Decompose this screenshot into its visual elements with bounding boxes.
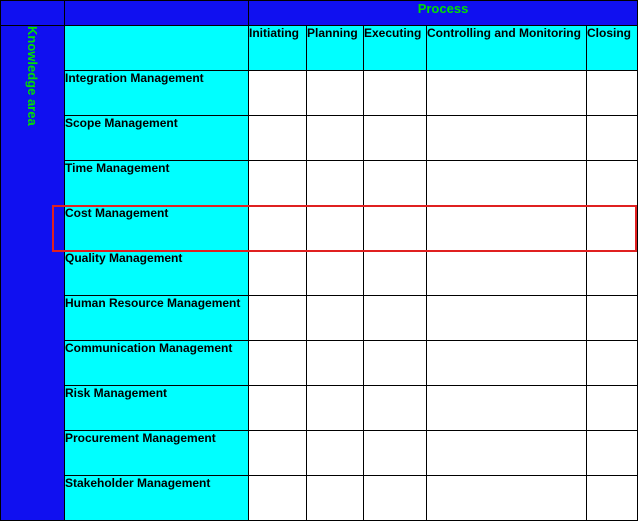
matrix-cell[interactable] bbox=[427, 116, 587, 161]
matrix-cell[interactable] bbox=[307, 476, 364, 521]
matrix-cell[interactable] bbox=[307, 386, 364, 431]
matrix-cell[interactable] bbox=[587, 251, 638, 296]
matrix-cell[interactable] bbox=[364, 161, 427, 206]
knowledge-area-label[interactable]: Communication Management bbox=[65, 341, 249, 386]
matrix-cell[interactable] bbox=[587, 386, 638, 431]
phase-closing[interactable]: Closing bbox=[587, 26, 638, 71]
knowledge-area-cell[interactable] bbox=[1, 26, 65, 521]
knowledge-area-label[interactable]: Quality Management bbox=[65, 251, 249, 296]
knowledge-area-label[interactable]: Cost Management bbox=[65, 206, 249, 251]
knowledge-area-label[interactable]: Procurement Management bbox=[65, 431, 249, 476]
matrix-cell[interactable] bbox=[307, 341, 364, 386]
table-row bbox=[1, 476, 638, 521]
table-row bbox=[1, 296, 638, 341]
phase-executing[interactable]: Executing bbox=[364, 26, 427, 71]
matrix-cell[interactable] bbox=[307, 296, 364, 341]
matrix-cell[interactable] bbox=[249, 296, 307, 341]
phase-controlling-and-monitoring[interactable]: Controlling and Monitoring bbox=[427, 26, 587, 71]
table-row bbox=[1, 386, 638, 431]
process-title[interactable]: Process bbox=[249, 1, 638, 26]
matrix-cell[interactable] bbox=[427, 431, 587, 476]
matrix-cell[interactable] bbox=[587, 296, 638, 341]
matrix-cell[interactable] bbox=[427, 386, 587, 431]
table-row bbox=[1, 431, 638, 476]
matrix-cell[interactable] bbox=[364, 71, 427, 116]
matrix-cell[interactable] bbox=[249, 251, 307, 296]
table-row-highlighted bbox=[1, 206, 638, 251]
table-row bbox=[1, 341, 638, 386]
corner-cell-2[interactable] bbox=[65, 1, 249, 26]
knowledge-area-title: Knowledge area bbox=[25, 26, 40, 126]
header-row-process bbox=[1, 1, 638, 26]
matrix-cell[interactable] bbox=[307, 431, 364, 476]
matrix-cell[interactable] bbox=[364, 386, 427, 431]
matrix-cell[interactable] bbox=[249, 116, 307, 161]
matrix-cell[interactable] bbox=[249, 431, 307, 476]
phase-planning[interactable]: Planning bbox=[307, 26, 364, 71]
matrix-cell[interactable] bbox=[307, 206, 364, 251]
matrix-cell[interactable] bbox=[249, 476, 307, 521]
matrix-cell[interactable] bbox=[307, 161, 364, 206]
matrix-cell[interactable] bbox=[427, 476, 587, 521]
matrix-cell[interactable] bbox=[249, 71, 307, 116]
knowledge-area-label[interactable]: Stakeholder Management bbox=[65, 476, 249, 521]
table-row bbox=[1, 251, 638, 296]
matrix-cell[interactable] bbox=[587, 116, 638, 161]
table-row bbox=[1, 161, 638, 206]
matrix-cell[interactable] bbox=[307, 116, 364, 161]
phase-header-blank[interactable] bbox=[65, 26, 249, 71]
header-row-phases bbox=[1, 26, 638, 71]
knowledge-area-label[interactable]: Integration Management bbox=[65, 71, 249, 116]
matrix-cell[interactable] bbox=[427, 71, 587, 116]
matrix-cell[interactable] bbox=[427, 251, 587, 296]
matrix-cell[interactable] bbox=[364, 476, 427, 521]
matrix-cell[interactable] bbox=[587, 71, 638, 116]
matrix-cell[interactable] bbox=[307, 251, 364, 296]
matrix-cell[interactable] bbox=[364, 206, 427, 251]
matrix-cell[interactable] bbox=[427, 206, 587, 251]
matrix-cell[interactable] bbox=[587, 476, 638, 521]
matrix-cell[interactable] bbox=[364, 116, 427, 161]
matrix-cell[interactable] bbox=[364, 431, 427, 476]
matrix-cell[interactable] bbox=[427, 296, 587, 341]
matrix-cell[interactable] bbox=[587, 206, 638, 251]
matrix-cell[interactable] bbox=[249, 206, 307, 251]
matrix-cell[interactable] bbox=[587, 341, 638, 386]
matrix-cell[interactable] bbox=[427, 161, 587, 206]
table-row bbox=[1, 116, 638, 161]
matrix-cell[interactable] bbox=[307, 71, 364, 116]
matrix-cell[interactable] bbox=[249, 386, 307, 431]
matrix-cell[interactable] bbox=[249, 341, 307, 386]
matrix-cell[interactable] bbox=[427, 341, 587, 386]
matrix-cell[interactable] bbox=[364, 251, 427, 296]
phase-initiating[interactable]: Initiating bbox=[249, 26, 307, 71]
knowledge-area-label[interactable]: Risk Management bbox=[65, 386, 249, 431]
corner-cell[interactable] bbox=[1, 1, 65, 26]
table-row bbox=[1, 71, 638, 116]
matrix-cell[interactable] bbox=[249, 161, 307, 206]
matrix-cell[interactable] bbox=[364, 341, 427, 386]
knowledge-area-label[interactable]: Time Management bbox=[65, 161, 249, 206]
knowledge-area-label[interactable]: Scope Management bbox=[65, 116, 249, 161]
knowledge-area-label[interactable]: Human Resource Management bbox=[65, 296, 249, 341]
matrix-cell[interactable] bbox=[587, 431, 638, 476]
matrix-cell[interactable] bbox=[587, 161, 638, 206]
matrix-cell[interactable] bbox=[364, 296, 427, 341]
